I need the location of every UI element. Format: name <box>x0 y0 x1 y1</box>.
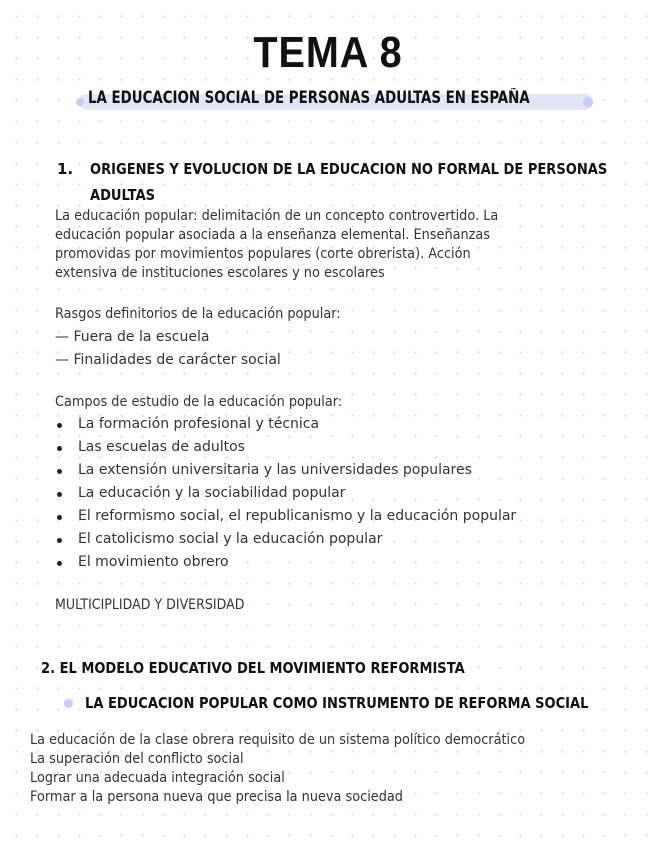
list-item: El movimiento obrero <box>53 551 516 574</box>
page-title: TEMA 8 <box>253 28 403 77</box>
subtitle-banner <box>78 86 598 114</box>
body-line: Formar a la persona nueva que precisa la nueva sociedad <box>30 789 403 805</box>
body-line: La superación del conflicto social <box>30 751 244 767</box>
list-item: La extensión universitaria y las universidades populares <box>53 459 516 482</box>
bullet-dot <box>64 699 73 708</box>
campos-list <box>53 413 516 574</box>
list-item: El catolicismo social y la educación popular <box>53 528 516 551</box>
campos-title: Campos de estudio de la educación popular: <box>55 394 343 410</box>
section1-intro <box>55 207 537 283</box>
list-item: Las escuelas de adultos <box>53 436 516 459</box>
rasgos-list <box>55 326 281 372</box>
intro-line: educación popular asociada a la enseñanza elemental. Enseñanzas <box>55 227 491 243</box>
list-item: El reformismo social, el republicanismo y la educación popular <box>53 505 516 528</box>
subtitle: LA EDUCACION SOCIAL DE PERSONAS ADULTAS EN ESPAÑA <box>88 88 530 107</box>
intro-line: extensiva de instituciones escolares y no escolares <box>55 265 385 281</box>
rasgos-title: Rasgos definitorios de la educación popular: <box>55 306 341 322</box>
list-item: La formación profesional y técnica <box>53 413 516 436</box>
section1-number: 1. <box>57 160 74 178</box>
section1-heading-line2: ADULTAS <box>90 186 156 204</box>
section2-body <box>30 731 568 807</box>
section2-subheading: LA EDUCACION POPULAR COMO INSTRUMENTO DE REFORMA SOCIAL <box>85 694 589 712</box>
list-item: — Fuera de la escuela <box>55 329 210 345</box>
section1-closing: MULTICIPLIDAD Y DIVERSIDAD <box>55 597 245 613</box>
intro-line: promovidas por movimientos populares (corte obrerista). Acción <box>55 246 471 262</box>
list-item: La educación y la sociabilidad popular <box>53 482 516 505</box>
highlight-dot-right <box>583 97 593 107</box>
section2-heading: 2. EL MODELO EDUCATIVO DEL MOVIMIENTO REFORMISTA <box>41 659 465 677</box>
list-item: — Finalidades de carácter social <box>55 352 281 368</box>
body-line: Lograr una adecuada integración social <box>30 770 285 786</box>
body-line: La educación de la clase obrera requisito de un sistema político democrático <box>30 732 526 748</box>
section1-heading-line1: ORIGENES Y EVOLUCION DE LA EDUCACION NO FORMAL DE PERSONAS <box>90 160 608 178</box>
highlight-dot-left <box>76 98 84 106</box>
intro-line: La educación popular: delimitación de un concepto controvertido. La <box>55 208 499 224</box>
